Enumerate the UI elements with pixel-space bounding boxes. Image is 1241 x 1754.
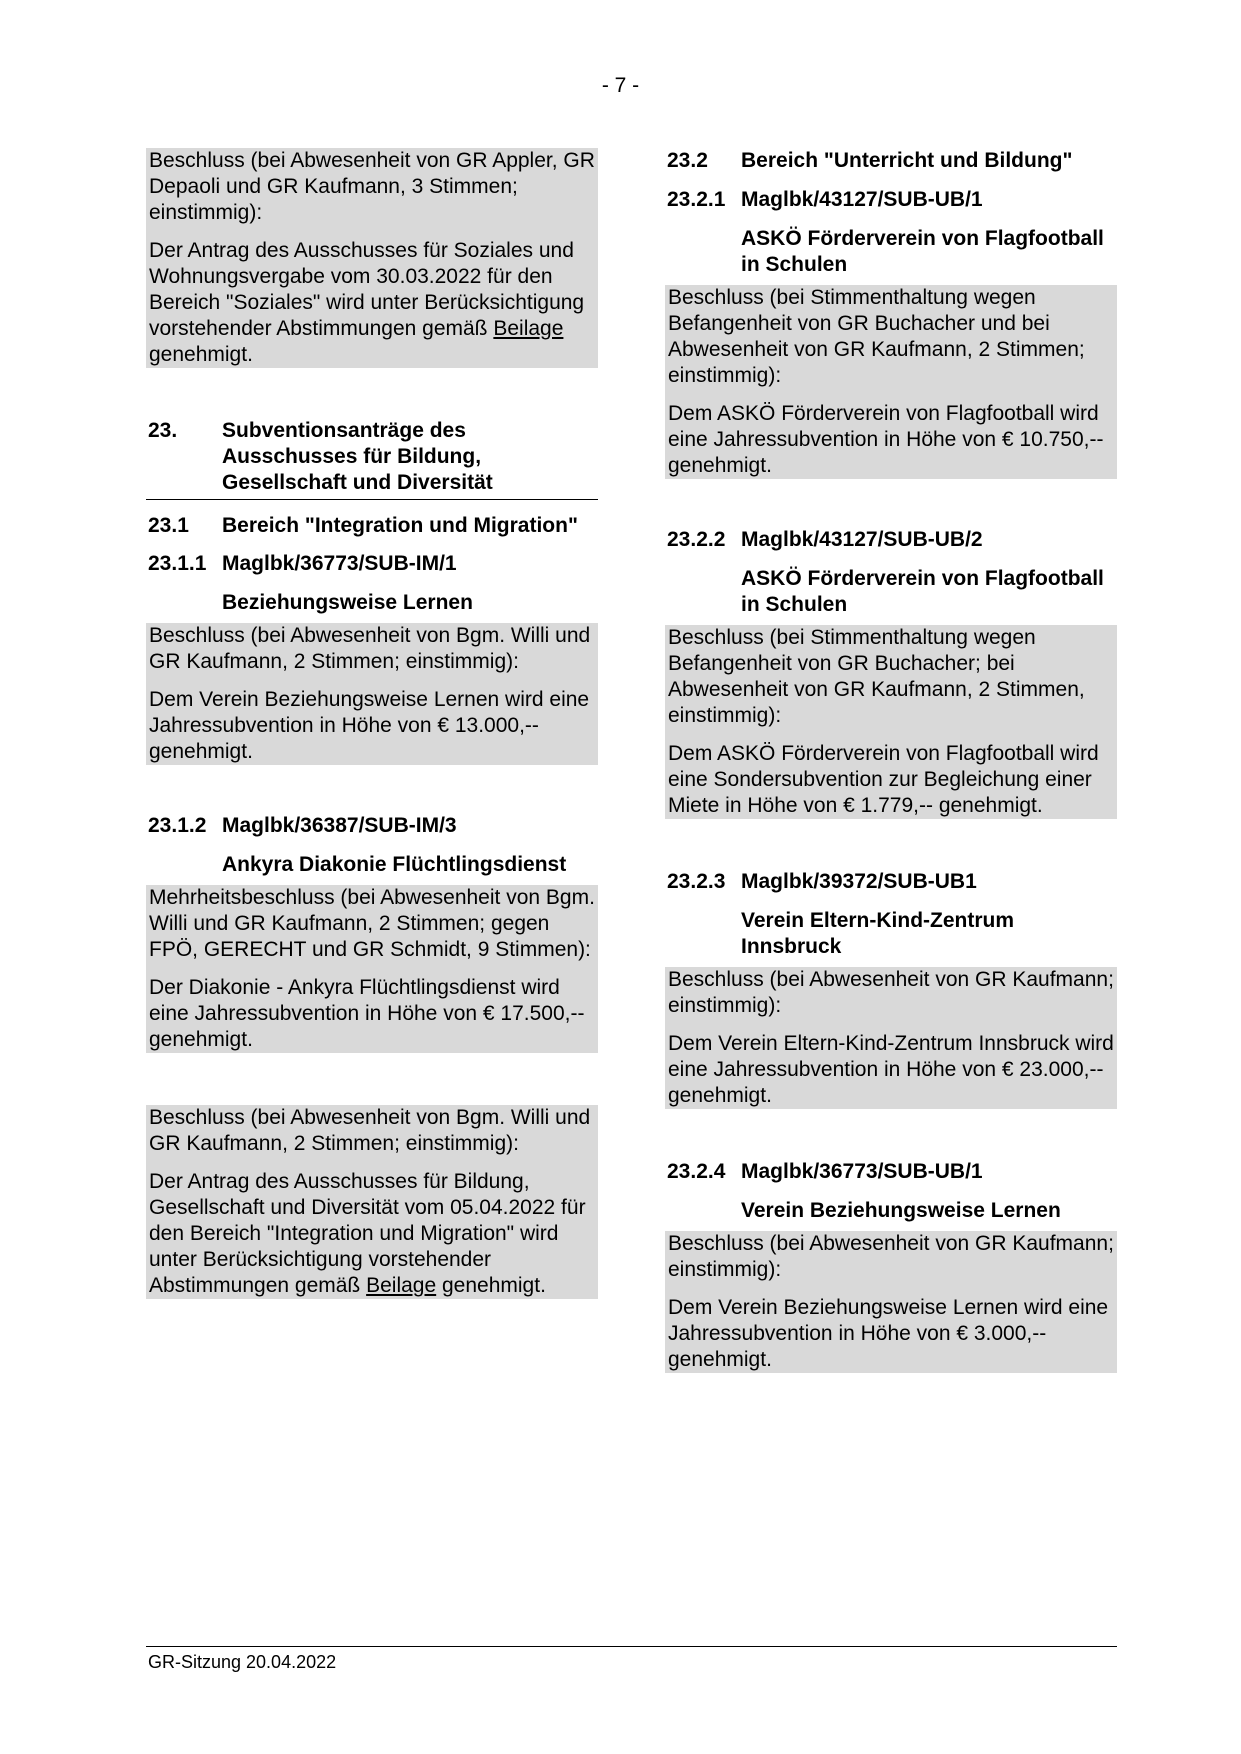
- resolution-decision: Mehrheitsbeschluss (bei Abwesenheit von Bgm. Willi und GR Kaufmann, 2 Stimmen; gegen FPÖ, GERECHT und GR Schmidt, 9 Stimmen):: [149, 886, 595, 961]
- section-heading-23-1: [146, 513, 598, 539]
- section-heading-23-2: [665, 148, 1117, 174]
- section-title: Subventionsanträge des Ausschusses für Bildung, Gesellschaft und Diversität: [222, 419, 493, 494]
- reference-number: Maglbk/36387/SUB-IM/3: [222, 814, 457, 837]
- item-title: Ankyra Diakonie Flüchtlingsdienst: [222, 853, 567, 876]
- resolution-text: Dem Verein Eltern-Kind-Zentrum Innsbruck wird eine Jahressubvention in Höhe von € 23.000,-- genehmigt.: [668, 1032, 1114, 1107]
- resolution-box-integration: [146, 1105, 598, 1299]
- section-heading-23: [146, 418, 598, 500]
- section-number: 23.2.3: [667, 870, 726, 893]
- section-number: 23.2.4: [667, 1160, 726, 1183]
- section-heading-23-1-1: [146, 551, 598, 577]
- section-title: Bereich "Unterricht und Bildung": [741, 149, 1073, 172]
- resolution-text: Dem Verein Beziehungsweise Lernen wird eine Jahressubvention in Höhe von € 3.000,-- genehmigt.: [668, 1296, 1109, 1371]
- right-column: [665, 148, 1117, 1373]
- left-column: [146, 148, 598, 1299]
- section-heading-23-2-2: [665, 527, 1117, 553]
- item-title: ASKÖ Förderverein von Flagfootball in Schulen: [741, 567, 1104, 616]
- section-number: 23.2.2: [667, 528, 726, 551]
- resolution-decision: Beschluss (bei Abwesenheit von Bgm. Willi und GR Kaufmann, 2 Stimmen; einstimmig):: [149, 1106, 591, 1155]
- resolution-text: Dem ASKÖ Förderverein von Flagfootball wird eine Sondersubvention zur Begleichung einer Miete in Höhe von € 1.779,-- genehmigt.: [668, 742, 1099, 817]
- resolution-decision: Beschluss (bei Stimmenthaltung wegen Befangenheit von GR Buchacher und bei Abwesenheit von GR Kaufmann, 2 Stimmen; einstimmig):: [668, 286, 1085, 387]
- item-title: Verein Eltern-Kind-Zentrum Innsbruck: [741, 909, 1015, 958]
- resolution-box-23-2-3: [665, 967, 1117, 1109]
- resolution-decision: Beschluss (bei Abwesenheit von GR Appler, GR Depaoli und GR Kaufmann, 3 Stimmen; einstimmig):: [149, 149, 595, 224]
- resolution-decision: Beschluss (bei Abwesenheit von Bgm. Willi und GR Kaufmann, 2 Stimmen; einstimmig):: [149, 624, 591, 673]
- resolution-text: Dem ASKÖ Förderverein von Flagfootball wird eine Jahressubvention in Höhe von € 10.750,-- genehmigt.: [668, 402, 1104, 477]
- section-heading-23-2-1: [665, 187, 1117, 213]
- section-number: 23.2: [667, 149, 708, 172]
- beilage-link[interactable]: Beilage: [366, 1274, 437, 1297]
- section-heading-23-1-2: [146, 813, 598, 839]
- section-number: 23.1.1: [148, 552, 207, 575]
- section-heading-23-2-4: [665, 1159, 1117, 1185]
- section-number: 23.1.2: [148, 814, 207, 837]
- item-title: Verein Beziehungsweise Lernen: [741, 1199, 1061, 1222]
- resolution-text: Der Antrag des Ausschusses für Bildung, Gesellschaft und Diversität vom 05.04.2022 für den Bereich "Integration und Migration" wird unter Berücksichtigung vorstehender Abstimmungen gemäß Beilage genehmigt.: [149, 1170, 586, 1297]
- section-number: 23.: [148, 419, 178, 442]
- page-number: - 7 -: [601, 74, 640, 97]
- item-title: Beziehungsweise Lernen: [222, 591, 473, 614]
- section-number: 23.1: [148, 514, 189, 537]
- beilage-link[interactable]: Beilage: [493, 317, 564, 340]
- resolution-box-23-2-1: [665, 285, 1117, 479]
- resolution-text: Der Diakonie - Ankyra Flüchtlingsdienst wird eine Jahressubvention in Höhe von € 17.500,-- genehmigt.: [149, 976, 585, 1051]
- section-number: 23.2.1: [667, 188, 726, 211]
- reference-number: Maglbk/36773/SUB-UB/1: [741, 1160, 983, 1183]
- resolution-decision: Beschluss (bei Abwesenheit von GR Kaufmann; einstimmig):: [668, 968, 1114, 1017]
- resolution-box-social: [146, 148, 598, 368]
- reference-number: Maglbk/43127/SUB-UB/2: [741, 528, 983, 551]
- resolution-text: Der Antrag des Ausschusses für Soziales und Wohnungsvergabe vom 30.03.2022 für den Bereich "Soziales" wird unter Berücksichtigung vorstehender Abstimmungen gemäß Beilage genehmigt.: [149, 239, 585, 366]
- resolution-decision: Beschluss (bei Stimmenthaltung wegen Befangenheit von GR Buchacher; bei Abwesenheit von GR Kaufmann, 2 Stimmen, einstimmig):: [668, 626, 1085, 727]
- resolution-box-23-2-4: [665, 1231, 1117, 1373]
- item-title: ASKÖ Förderverein von Flagfootball in Schulen: [741, 227, 1104, 276]
- reference-number: Maglbk/43127/SUB-UB/1: [741, 188, 983, 211]
- resolution-text: Dem Verein Beziehungsweise Lernen wird eine Jahressubvention in Höhe von € 13.000,-- genehmigt.: [149, 688, 590, 763]
- section-heading-23-2-3: [665, 869, 1117, 895]
- resolution-box-23-2-2: [665, 625, 1117, 819]
- resolution-box-23-1-2: [146, 885, 598, 1053]
- footer-session-date: GR-Sitzung 20.04.2022: [148, 1652, 337, 1672]
- resolution-decision: Beschluss (bei Abwesenheit von GR Kaufmann; einstimmig):: [668, 1232, 1114, 1281]
- reference-number: Maglbk/39372/SUB-UB1: [741, 870, 977, 893]
- reference-number: Maglbk/36773/SUB-IM/1: [222, 552, 457, 575]
- resolution-box-23-1-1: [146, 623, 598, 765]
- section-title: Bereich "Integration und Migration": [222, 514, 578, 537]
- footer-divider: [146, 1646, 1117, 1647]
